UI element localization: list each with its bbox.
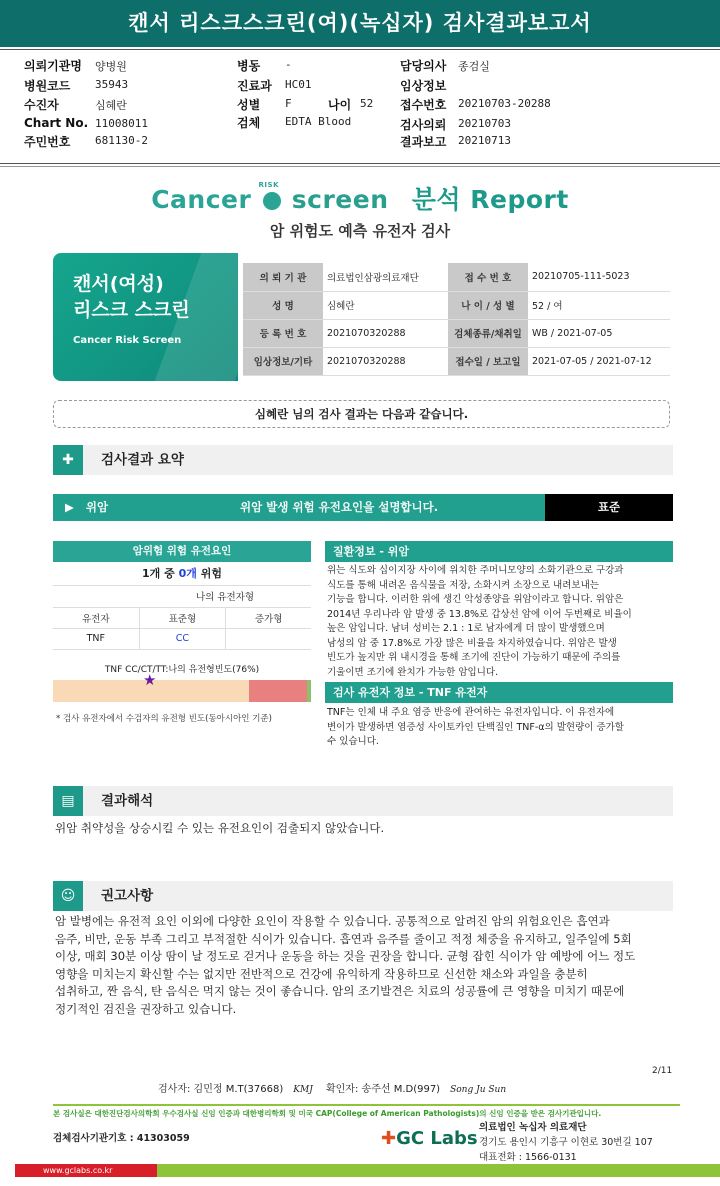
header-value: 52 (360, 97, 374, 110)
footer-bar (157, 1164, 720, 1177)
organization-info: 의료법인 녹십자 의료재단 경기도 용인시 기흥구 이현로 30번길 107 대표전화 : 1566-0131 (479, 1122, 653, 1163)
header-value: 종검실 (458, 60, 490, 73)
risk-description: 위암 발생 위험 유전요인을 설명합니다. (240, 500, 439, 514)
tester-signature: KMJ (293, 1085, 313, 1095)
document-icon: ▤ (53, 786, 83, 816)
institution-code: 검체검사기관기호 : 41303059 (53, 1133, 190, 1144)
card-title-1: 캔서(여성) (73, 273, 164, 295)
recommend-section-header (53, 881, 673, 911)
gene-info-header: 검사 유전자 정보 - TNF 유전자 (325, 682, 673, 703)
header-value: 양병원 (95, 60, 127, 73)
info-label: 임상정보/기타 (243, 347, 323, 375)
card-english: Cancer Risk Screen (73, 335, 182, 346)
info-label: 의 뢰 기 관 (243, 263, 323, 291)
logo-screen: screen (291, 185, 389, 214)
risk-summary-bar (53, 494, 673, 521)
header-label: 성별 (237, 98, 261, 112)
clipboard-plus-icon: ✚ (53, 445, 83, 475)
info-value: 심혜란 (323, 291, 448, 319)
frequency-bar (53, 680, 311, 702)
info-label: 성 명 (243, 291, 323, 319)
header-value: 20210713 (458, 134, 511, 147)
col-standard: 표준형 (139, 607, 226, 628)
my-genotype-header: 나의 유전자형 (139, 586, 311, 607)
gene-name: TNF (53, 628, 139, 649)
gene-table-title: 암위험 위험 유전요인 (53, 541, 311, 562)
standard-genotype: CC (139, 628, 226, 649)
recommendation-text: 암 발병에는 유전적 요인 이외에 다양한 요인이 작용할 수 있습니다. 공통적으로 알려진 암의 위험요인은 흡연과 음주, 비만, 운동 부족 그리고 부적절한 식이가 있습니다. 흡연과 음주를 줄이고 적정 체중을 유지하고, 일주일에 5회 이상, 매회 30분 이상 땀이 날 정도로 걷거나 운동을 하는 것을 권장을 합니다. 균형 잡힌 식이가 암 예방에 어느 정도 영향을 미치는지 확신할 수는 없지만 전반적으로 건강에 유익하게 작용하므로 신선한 채소와 과일을 충분히 섭취하고, 짠 음식, 탄 음식은 먹지 않는 것이 좋습니다. 암의 조기발견은 치료의 성공률에 큰 영향을 미치기 때문에 정기적인 검진을 권장하고 있습니다. (55, 914, 636, 1016)
risk-name: ▶ 위암 (65, 500, 109, 514)
gene-info-text: TNF는 인체 내 주요 염증 반응에 관여하는 유전자입니다. 이 유전자에 변이가 발생하면 염증성 사이토카인 단백질인 TNF-α의 발현량이 증가할 수 있습니다. (327, 707, 624, 747)
interpretation-text: 위암 취약성을 상승시킬 수 있는 유전요인이 검출되지 않았습니다. (55, 821, 385, 835)
gene-risk-count: 1개 중 0개 위험 (53, 562, 311, 586)
increased-genotype (226, 628, 311, 649)
header-label: 결과보고 (400, 135, 447, 149)
section-title: 결과해석 (101, 793, 154, 809)
header-value: 심혜란 (95, 99, 127, 112)
website-url[interactable]: www.gclabs.co.kr (15, 1164, 157, 1177)
risk-dot-icon (258, 181, 281, 210)
patient-info-table (243, 263, 670, 376)
info-value: 2021070320288 (323, 319, 448, 347)
page-number: 2/11 (652, 1066, 673, 1076)
section-title: 권고사항 (101, 888, 154, 904)
risk-status-badge: 표준 (545, 494, 673, 521)
frequency-label: TNF CC/CT/TT:나의 유전형빈도(76%) (104, 665, 260, 675)
header-value: EDTA Blood (285, 115, 352, 128)
logo-report: 분석 Report (411, 185, 569, 214)
header-label: 병동 (237, 59, 261, 73)
col-increased: 증가형 (226, 607, 311, 628)
cancer-screen-logo (0, 180, 720, 216)
gene-risk-table (53, 541, 311, 650)
header-value: - (285, 58, 292, 71)
certification-text: 본 검사실은 대한진단검사의학회 우수검사실 신임 인증과 대한병리학회 및 미국 CAP(College of American Pathologists)의 신임 인증을 받은 검사기관입니다. (53, 1109, 602, 1118)
product-card (53, 253, 238, 381)
interpretation-section-header (53, 786, 673, 816)
header-value: 11008011 (95, 117, 148, 130)
report-title: 캔서 리스크스크린(여)(녹십자) 검사결과보고서 (0, 0, 720, 47)
logo-cancer: Cancer (151, 185, 252, 214)
signature-line: 검사자: 김민정 M.T(37668) KMJ 확인자: 송주선 M.D(997) Song Ju Sun (158, 1084, 507, 1095)
page-subtitle: 암 위험도 예측 유전자 검사 (269, 222, 451, 240)
header-value: F (285, 97, 292, 110)
people-icon: ☺ (53, 881, 83, 911)
header-label: 검사의뢰 (400, 118, 447, 132)
info-label: 검체종류/채취일 (448, 319, 528, 347)
disease-info-header: 질환정보 - 위암 (325, 541, 673, 562)
header-label: Chart No. (24, 116, 89, 130)
header-value: HC01 (285, 78, 312, 91)
col-gene: 유전자 (53, 607, 139, 628)
frequency-risk-segment (249, 680, 307, 702)
gclabs-logo: ✚GC Labs (381, 1128, 478, 1149)
info-value: WB / 2021-07-05 (528, 319, 670, 347)
frequency-end-segment (307, 680, 311, 702)
logo-risk: RISK (258, 181, 280, 189)
header-value: 20210703-20288 (458, 97, 551, 110)
info-value: 20210705-111-5023 (528, 263, 670, 291)
greeting-box: 심혜란 님의 검사 결과는 다음과 같습니다. (53, 400, 670, 428)
info-label: 나 이 / 성 별 (448, 291, 528, 319)
header-label: 접수번호 (400, 98, 447, 112)
header-label: 수진자 (24, 98, 59, 112)
footnote: * 검사 유전자에서 수검자의 유전형 빈도(동아시아인 기준) (56, 714, 272, 724)
header-label: 의뢰기관명 (24, 59, 82, 73)
confirmer-signature: Song Ju Sun (450, 1085, 507, 1095)
card-title-2: 리스크 스크린 (73, 299, 190, 321)
info-label: 접 수 번 호 (448, 263, 528, 291)
header-label: 나이 (328, 98, 352, 112)
header-label: 검체 (237, 116, 261, 130)
header-label: 담당의사 (400, 59, 447, 73)
gclabs-plus-icon: ✚ (381, 1128, 397, 1149)
info-label: 접수일 / 보고일 (448, 347, 528, 375)
disease-info-text: 위는 식도와 십이지장 사이에 위치한 주머니모양의 소화기관으로 구강과 식도를 통해 내려온 음식물을 저장, 소화시켜 소장으로 내려보내는 기능을 합니다. 이러한 위에 생긴 악성종양을 위암이라고 합니다. 위암은 2014년 우리나라 암 발생 중 13.8%로 갑상선 암에 이어 두번째로 비율이 높은 암입니다. 남녀 성비는 2.1 : 1로 남자에게 더 많이 발생했으며 남성의 암 중 17.8%로 가장 많은 비율을 차지하였습니다. 위암은 발생 빈도가 높지만 위 내시경을 통해 조기에 진단이 가능하기 때문에 주의를 기울이면 조기에 완치가 가능한 암입니다. (327, 565, 632, 678)
info-value: 2021070320288 (323, 347, 448, 375)
header-label: 주민번호 (24, 135, 71, 149)
summary-section-header (53, 445, 673, 475)
info-label: 등 록 번 호 (243, 319, 323, 347)
header-value: 35943 (95, 78, 129, 91)
header-value: 20210703 (458, 117, 511, 130)
header-label: 임상정보 (400, 79, 447, 93)
header-label: 진료과 (237, 79, 272, 93)
my-genotype-star-icon: ★ (143, 671, 157, 689)
info-value: 의료법인삼광의료재단 (323, 263, 448, 291)
section-title: 검사결과 요약 (101, 452, 184, 468)
header-value: 681130-2 (95, 134, 148, 147)
header-label: 병원코드 (24, 79, 71, 93)
info-value: 52 / 여 (528, 291, 670, 319)
info-value: 2021-07-05 / 2021-07-12 (528, 347, 670, 375)
